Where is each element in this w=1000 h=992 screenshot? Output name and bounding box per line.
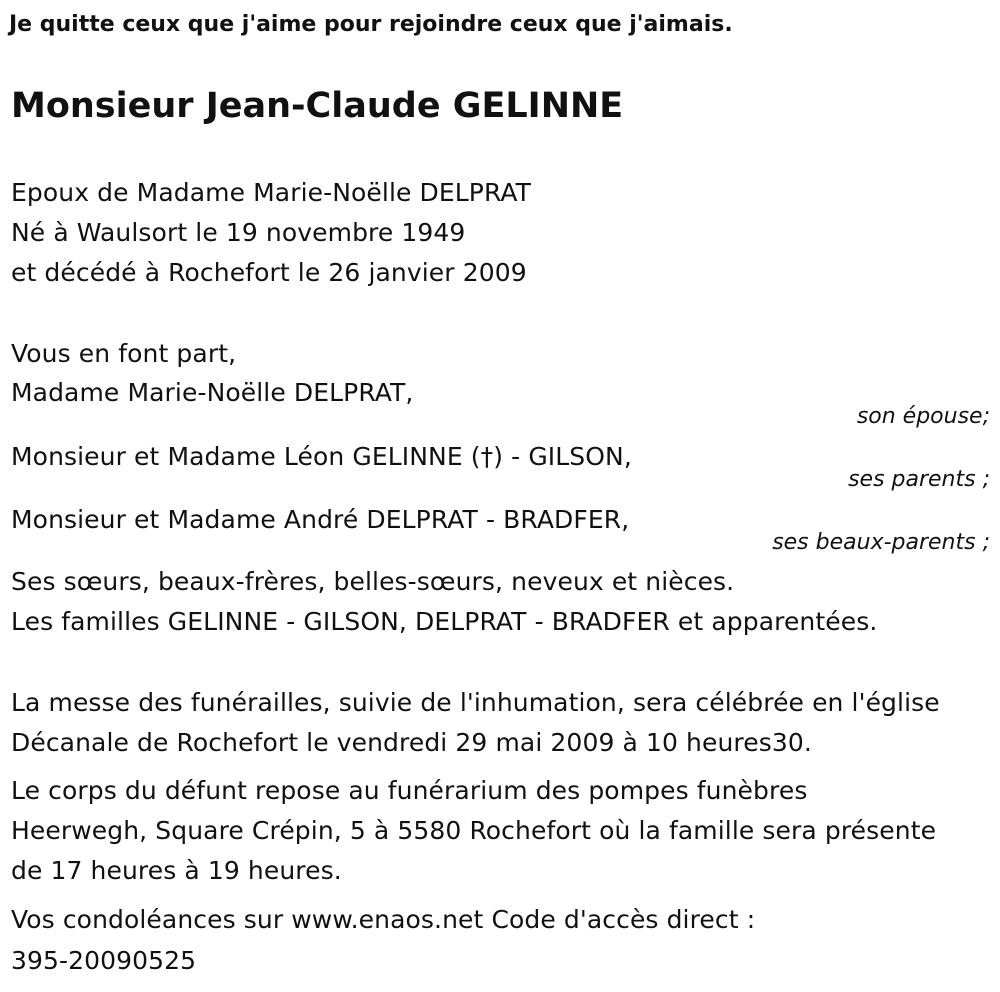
family-member-role: ses parents ; bbox=[848, 467, 990, 492]
rest-line-2: Heerwegh, Square Crépin, 5 à 5580 Rochefort où la famille sera présente bbox=[11, 816, 937, 845]
death-line: et décédé à Rochefort le 26 janvier 2009 bbox=[11, 258, 527, 287]
rest-line-3: de 17 heures à 19 heures. bbox=[11, 856, 342, 885]
families-line: Les familles GELINNE - GILSON, DELPRAT - BRADFER et apparentées. bbox=[11, 607, 878, 636]
condolence-line-1: Vos condoléances sur www.enaos.net Code d'accès direct : bbox=[11, 905, 756, 934]
family-member-role: ses beaux-parents ; bbox=[772, 530, 990, 555]
condolence-code: 395-20090525 bbox=[11, 946, 197, 975]
family-member-name: Monsieur et Madame Léon GELINNE (†) - GILSON, bbox=[11, 442, 632, 471]
spouse-line: Epoux de Madame Marie-Noëlle DELPRAT bbox=[11, 178, 532, 207]
mass-line-1: La messe des funérailles, suivie de l'inhumation, sera célébrée en l'église bbox=[11, 688, 940, 717]
intro-line: Vous en font part, bbox=[11, 339, 237, 368]
quote: Je quitte ceux que j'aime pour rejoindre ceux que j'aimais. bbox=[9, 12, 733, 37]
family-member-name: Monsieur et Madame André DELPRAT - BRADFER, bbox=[11, 505, 630, 534]
deceased-name: Monsieur Jean-Claude GELINNE bbox=[11, 86, 624, 126]
birth-line: Né à Waulsort le 19 novembre 1949 bbox=[11, 218, 466, 247]
family-member-name: Madame Marie-Noëlle DELPRAT, bbox=[11, 378, 414, 407]
family-member-role: son épouse; bbox=[856, 404, 990, 429]
siblings-line: Ses sœurs, beaux-frères, belles-sœurs, neveux et nièces. bbox=[11, 567, 735, 596]
mass-line-2: Décanale de Rochefort le vendredi 29 mai 2009 à 10 heures30. bbox=[11, 728, 812, 757]
rest-line-1: Le corps du défunt repose au funérarium des pompes funèbres bbox=[11, 776, 808, 805]
